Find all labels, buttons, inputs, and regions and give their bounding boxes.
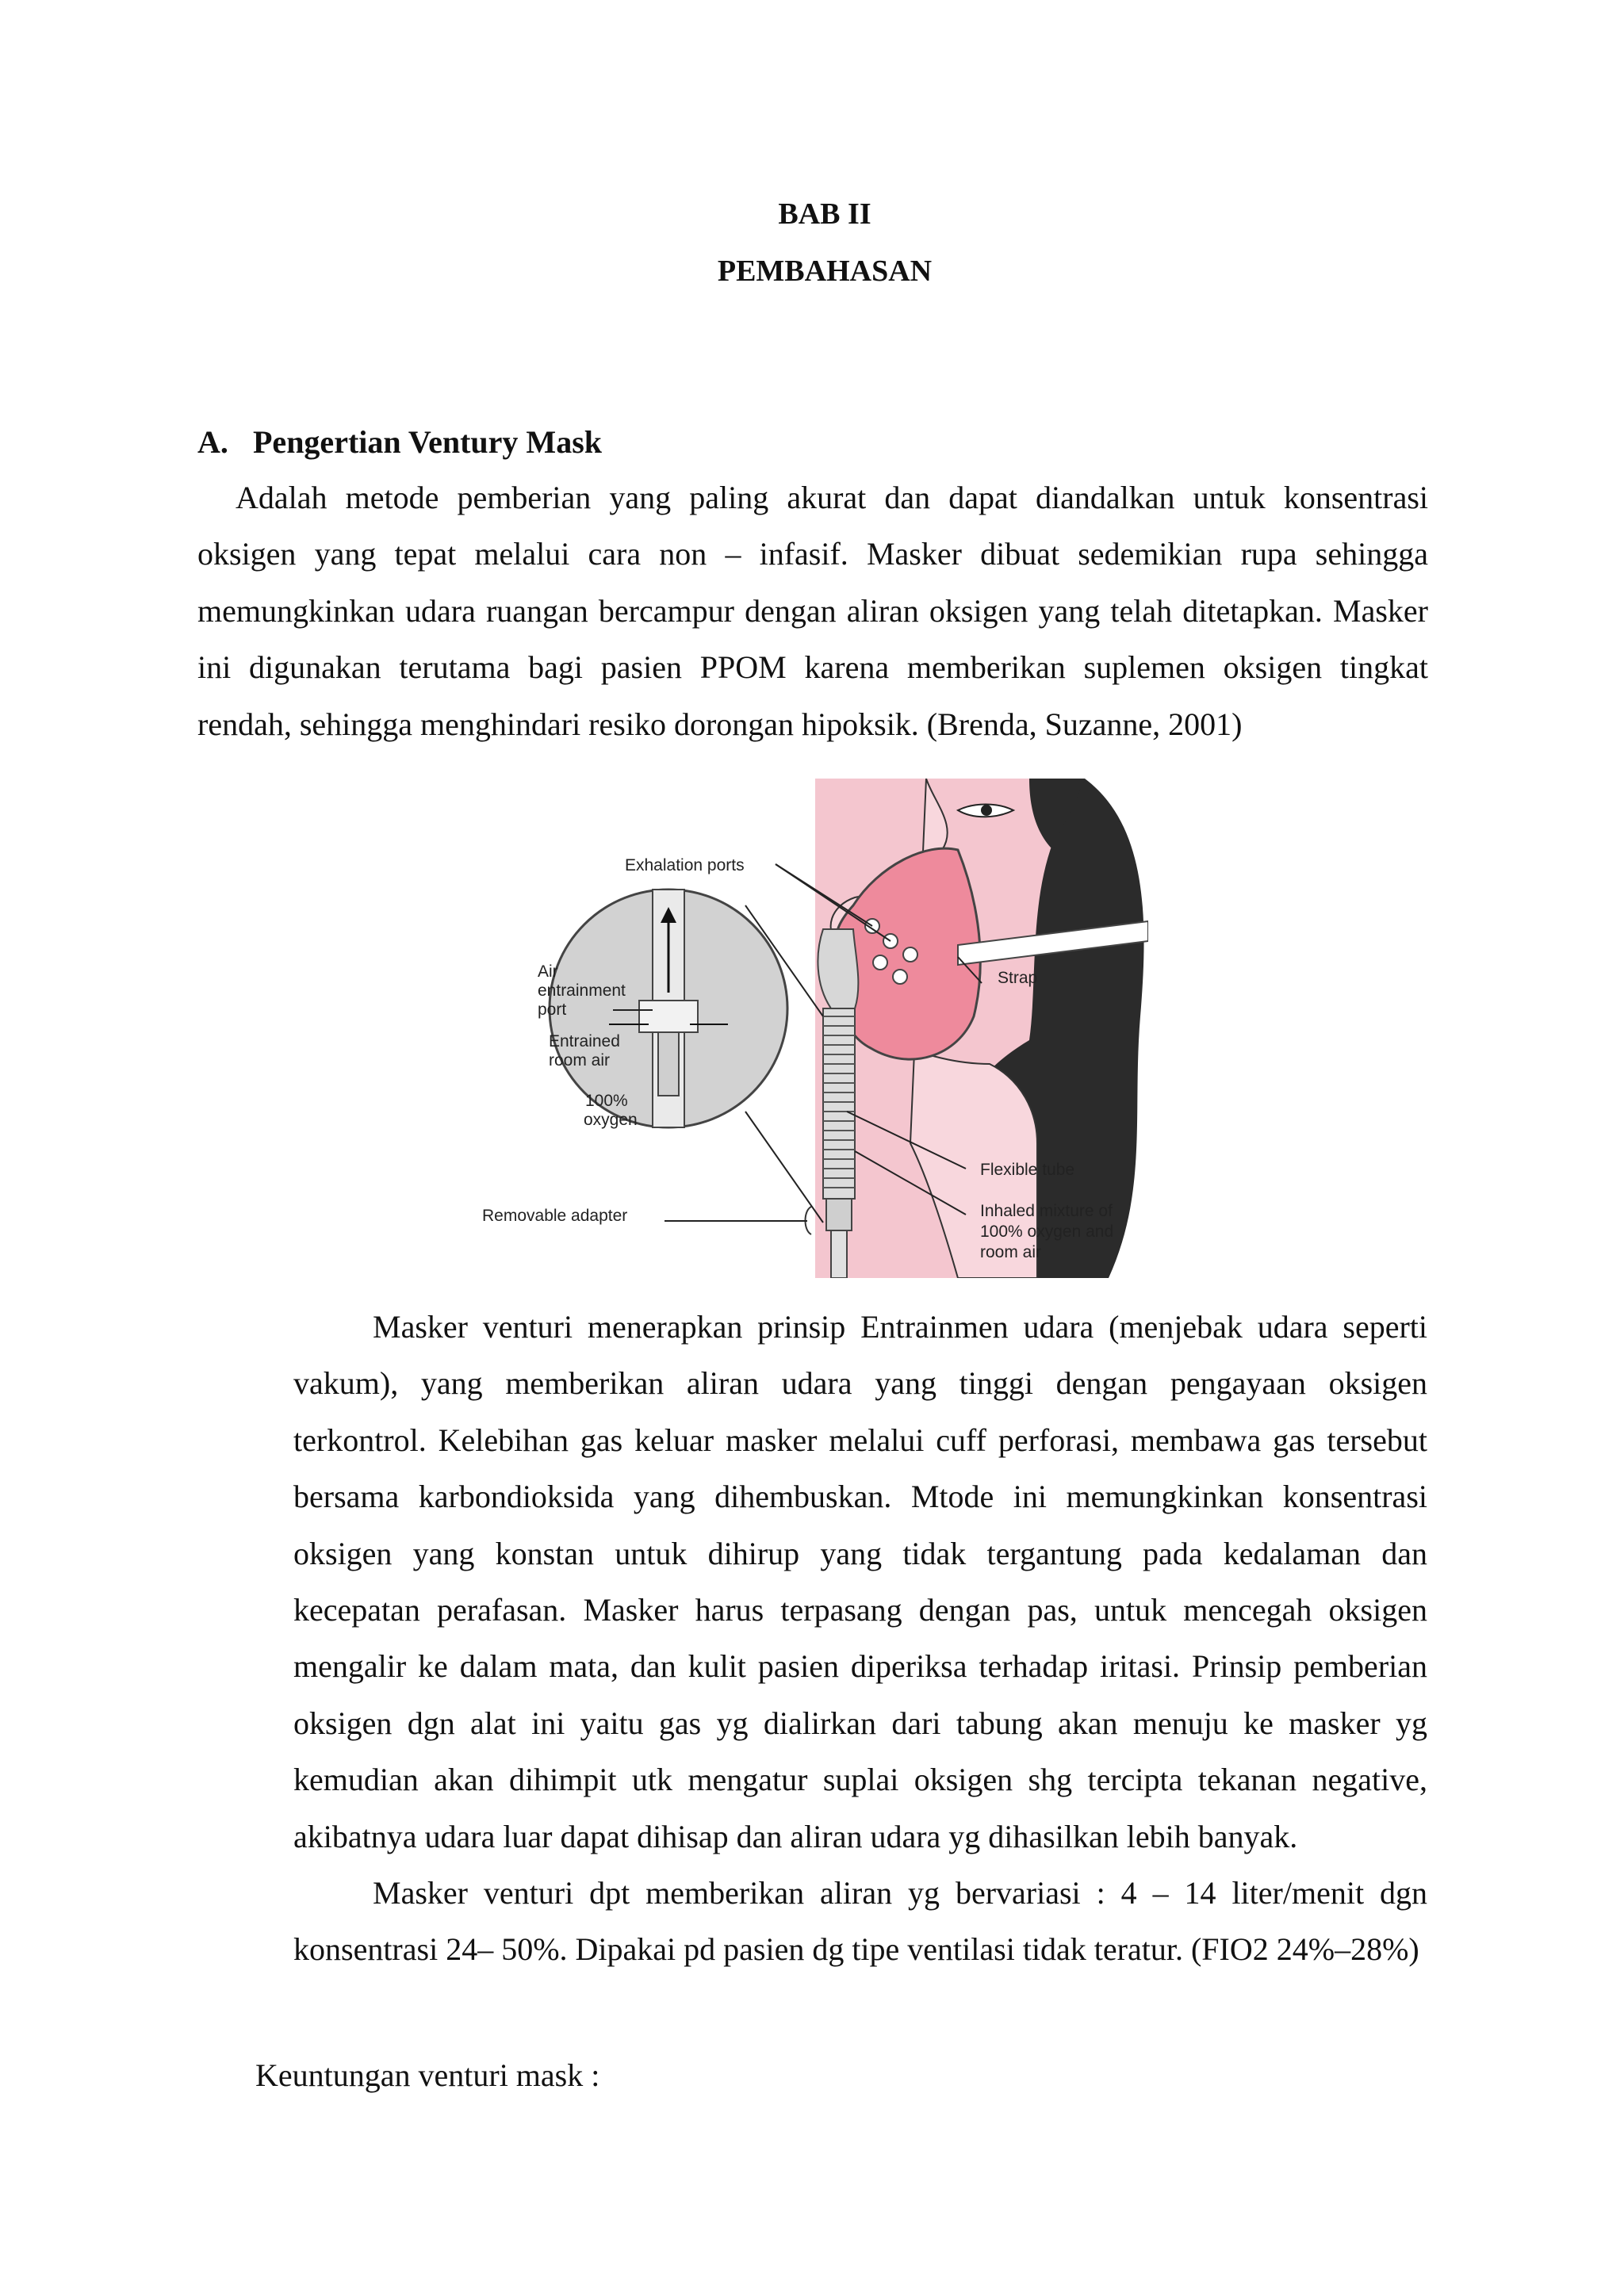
label-flexible-tube: Flexible tube [980,1161,1075,1179]
venturi-mask-figure [482,779,1148,1278]
label-inhaled-line-1: Inhaled mixture of [980,1202,1113,1220]
mask-connector [818,929,858,1008]
label-removable-adapter: Removable adapter [482,1207,628,1225]
label-strap: Strap [998,969,1038,987]
section-letter: A. [197,424,228,460]
paragraph-principle: Masker venturi menerapkan prinsip Entrainmen udara (menjebak udara seperti vakum), yang memberikan aliran udara yang tinggi dengan pengayaan oksigen terkontrol. Kelebihan gas keluar masker melalui cuff perforasi, membawa gas tersebut bersama karbondioksida yang dihembuskan. Mtode ini memungkinkan konsentrasi oksigen yang konstan untuk dihirup yang tidak tergantung pada kedalaman dan kecepatan perafasan. Masker harus terpasang dengan pas, untuk mencegah oksigen mengalir ke dalam mata, dan kulit pasien diperiksa terhadap iritasi. Prinsip pemberian oksigen dgn alat ini yaitu gas yg dialirkan dari tabung akan menuju ke masker yg kemudian akan dihimpit utk mengatur suplai oksigen shg tercipta tekanan negative, akibatnya udara luar dapat dihisap dan aliran udara yg dihasilkan lebih banyak. [293,1309,1427,1854]
label-oxygen-line-1: 100% [585,1092,628,1110]
label-exhalation-ports: Exhalation ports [625,856,745,874]
section-heading [197,425,602,460]
paragraph-definition: Adalah metode pemberian yang paling akurat dan dapat diandalkan untuk konsentrasi oksigen yang tepat melalui cara non – infasif. Masker dibuat sedemikian rupa sehingga memungkinkan udara ruangan bercampur dengan aliran oksigen yang telah ditetapkan. Masker ini digunakan terutama bagi pasien PPOM karena memberikan suplemen oksigen tingkat rendah, sehingga menghindari resiko dorongan hipoksik. (Brenda, Suzanne, 2001) [197,480,1428,742]
label-inhaled-line-2: 100% oxygen and [980,1223,1114,1241]
label-inhaled-line-3: room air [980,1243,1042,1261]
flexible-tube [823,1008,855,1199]
label-air-line-3: port [538,1001,567,1019]
exhalation-port-5 [893,970,907,984]
exhalation-port-4 [873,955,887,970]
eye-pupil [981,805,992,816]
label-entrained-line-2: room air [549,1051,611,1070]
chapter-number: BAB II [778,197,871,231]
label-oxygen-line-2: oxygen [584,1111,638,1129]
paragraph-flow-rate: Masker venturi dpt memberikan aliran yg bervariasi : 4 – 14 liter/menit dgn konsentrasi 24– 50%. Dipakai pd pasien dg tipe ventilasi tidak teratur. (FIO2 24%–28%) [293,1875,1427,1968]
section-title: Pengertian Ventury Mask [253,424,602,460]
label-entrained-line-1: Entrained [549,1032,620,1050]
exhalation-port-3 [903,947,917,962]
label-air-line-2: entrainment [538,982,626,1000]
chapter-title: PEMBAHASAN [717,254,933,288]
advantages-heading: Keuntungan venturi mask : [255,2057,600,2093]
venturi-mask-illustration [482,779,1148,1278]
label-air-line-1: Air [538,962,558,981]
